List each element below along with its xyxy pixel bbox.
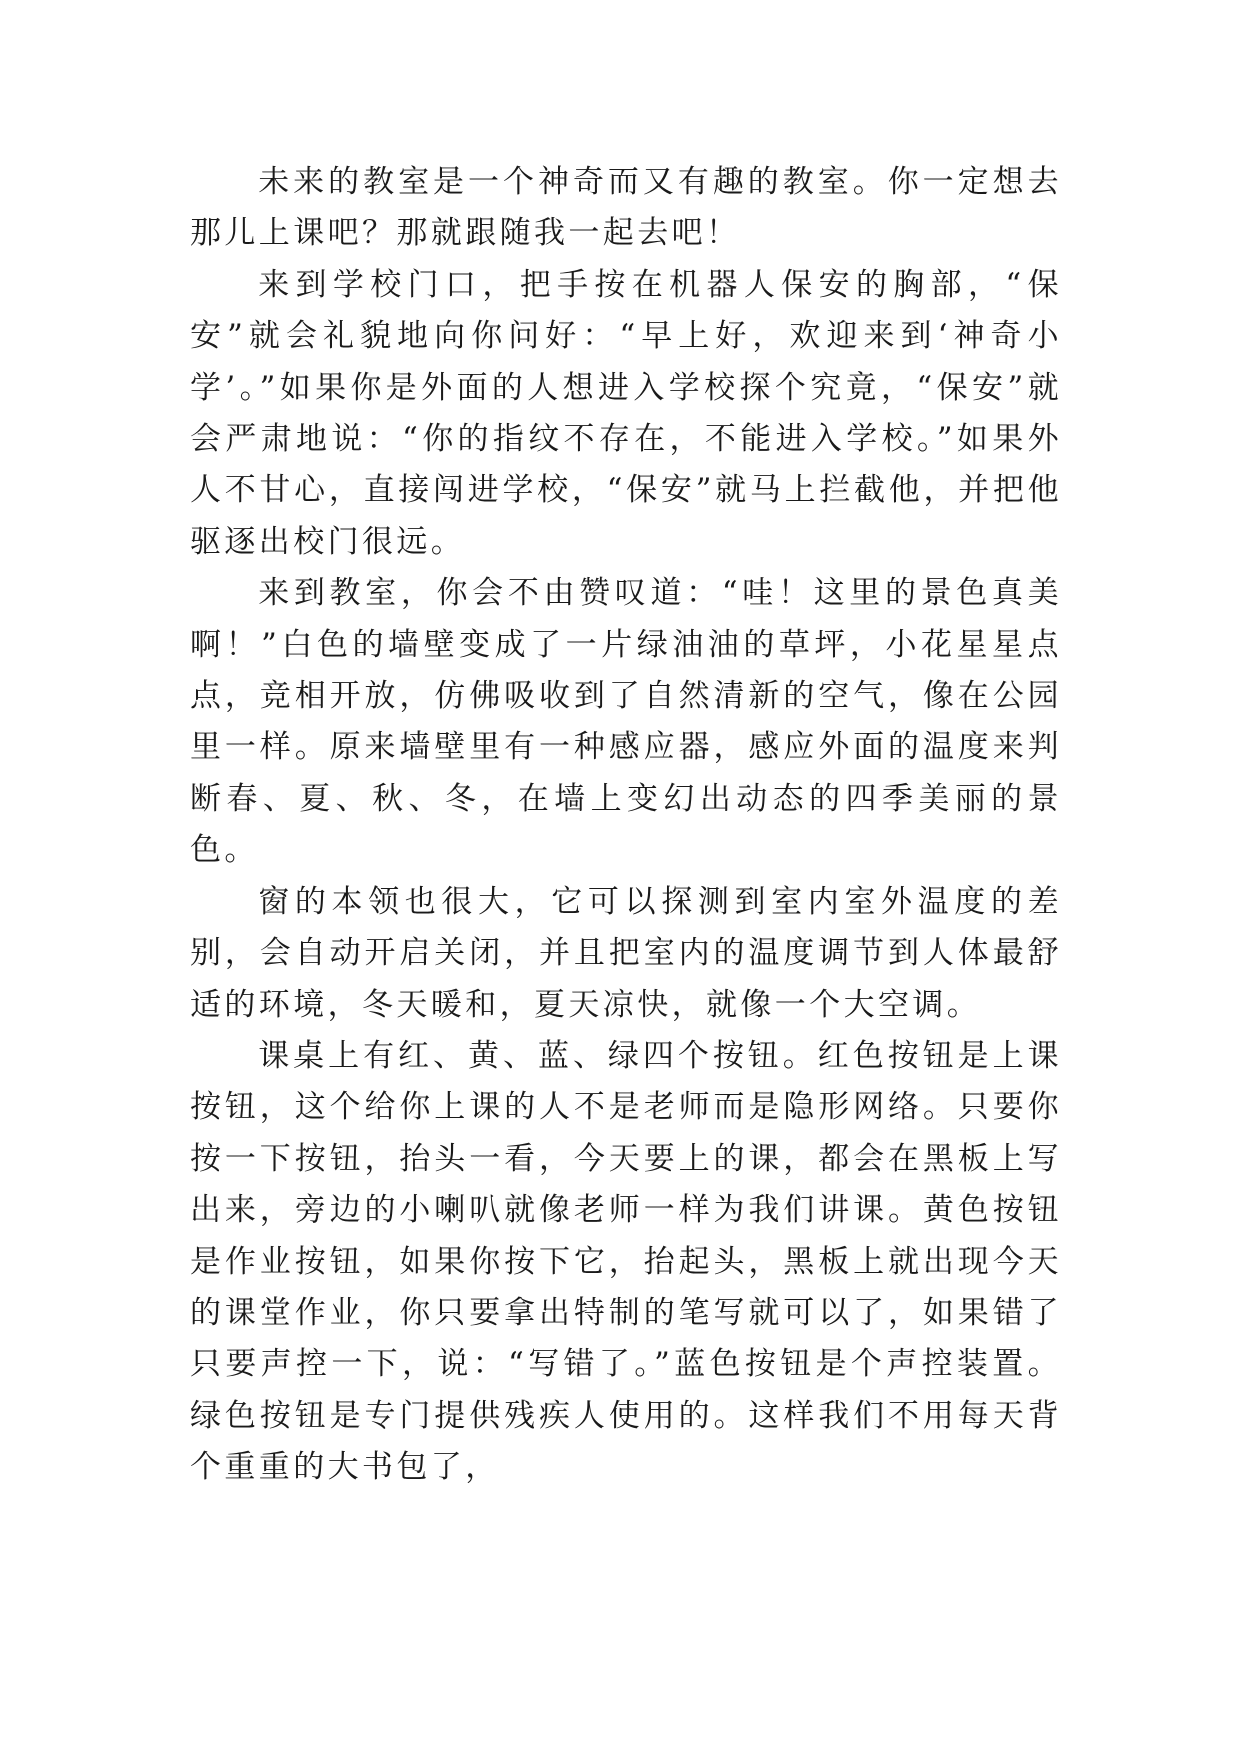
essay-body (190, 157, 1062, 1494)
paragraph-4: 窗的本领也很大，它可以探测到室内室外温度的差别，会自动开启关闭，并且把室内的温度调节到人体最舒适的环境，冬天暖和，夏天凉快，就像一个大空调。 (190, 883, 1062, 1023)
paragraph-2: 来到学校门口，把手按在机器人保安的胸部，“保安”就会礼貌地向你问好：“早上好，欢迎来到‘神奇小学’。”如果你是外面的人想进入学校探个究竟，“保安”就会严肃地说：“你的指纹不存在，不能进入学校。”如果外人不甘心，直接闯进学校，“保安”就马上拦截他，并把他驱逐出校门很远。 (190, 266, 1062, 560)
paragraph-3: 来到教室，你会不由赞叹道：“哇！这里的景色真美啊！”白色的墙壁变成了一片绿油油的草坪，小花星星点点，竞相开放，仿佛吸收到了自然清新的空气，像在公园里一样。原来墙壁里有一种感应器，感应外面的温度来判断春、夏、秋、冬，在墙上变幻出动态的四季美丽的景色。 (190, 575, 1062, 869)
paragraph-5: 课桌上有红、黄、蓝、绿四个按钮。红色按钮是上课按钮，这个给你上课的人不是老师而是隐形网络。只要你按一下按钮，抬头一看，今天要上的课，都会在黑板上写出来，旁边的小喇叭就像老师一样为我们讲课。黄色按钮是作业按钮，如果你按下它，抬起头，黑板上就出现今天的课堂作业，你只要拿出特制的笔写就可以了，如果错了只要声控一下，说：“写错了。”蓝色按钮是个声控装置。绿色按钮是专门提供残疾人使用的。这样我们不用每天背个重重的大书包了， (190, 1037, 1062, 1486)
paragraph-1: 未来的教室是一个神奇而又有趣的教室。你一定想去那儿上课吧？那就跟随我一起去吧！ (190, 164, 1062, 252)
